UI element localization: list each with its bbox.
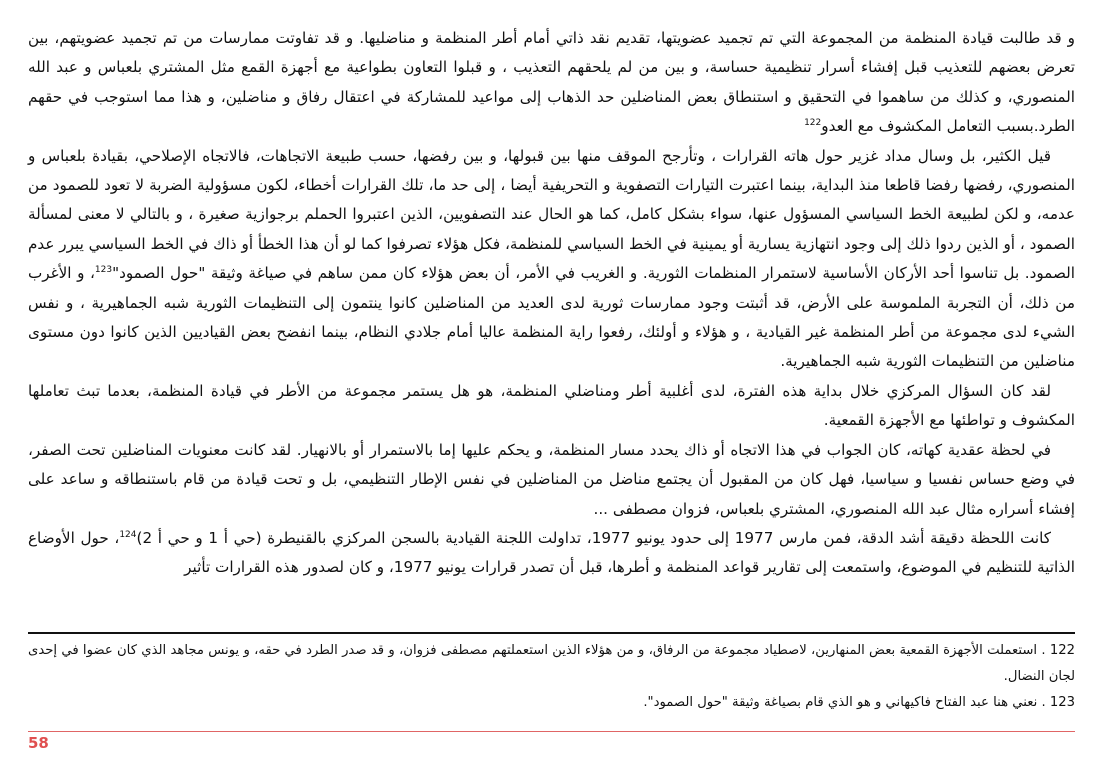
paragraph-text-continued: ، حول الأوضاع الذاتية للتنظيم في الموضوع، واستمعت إلى تقارير قواعد المنظمة و أطرها، قبل أن تصدر قرارات يونيو 1977، و كان لصدور هذه القرارات تأثير <box>28 528 1075 577</box>
main-text <box>28 24 1075 583</box>
page-number: 58 <box>28 734 49 752</box>
footnote-ref-122: 122 <box>804 118 822 129</box>
paragraph-1 <box>28 24 1075 142</box>
footnote-ref-123: 123 <box>94 265 113 276</box>
footnote-separator <box>28 632 1075 634</box>
paragraph-4 <box>28 436 1075 524</box>
paragraph-text: لقد كان السؤال المركزي خلال بداية هذه الفترة، لدى أغلبية أطر ومناضلي المنظمة، هو هل يستمر مجموعة من الأطر في قيادة المنظمة، بعدما تبث تعاملها المكشوف و تواطئها مع الأجهزة القمعية. <box>28 381 1075 430</box>
paragraph-text: قيل الكثير، بل وسال مداد غزير حول هاته القرارات ، وتأرجح الموقف منها بين قبولها، و بين رفضها، حسب طبيعة الاتجاهات، فالاتجاه الإصلاحي، بقيادة بلعباس و المنصوري، رفضها رفضا قاطعا منذ البداية، بينما اعتبرت التيارات التصفوية و التحريفية أيضا ، إلى حد ما، تلك القرارات أخطاء، لكون مسؤولية الضربة لا تعود للصمود من عدمه، و لكن لطبيعة الخط السياسي المسؤول عنها، سواء بشكل كامل، كما هو الحال عند التصفويين، الذين اعتبروا الحملم برجوازية صغيرة ، و بالتالي لا معنى لمسألة الصمود ، أو الذين ردوا ذلك إلى وجود انتهازية يسارية أو يمينية في الخط السياسي للمنظمة، فكل هؤلاء تصرفوا كما لو أن هذا الخطأ أو ذاك في الخط السياسي يبرر عدم الصمود. بل تناسوا أحد الأركان الأساسية لاستمرار المنظمات الثورية. و الغريب في الأمر، أن بعض هؤلاء كان ممن ساهم في صياغة وثيقة "حول الصمود" <box>28 146 1075 283</box>
document-page <box>28 24 1075 583</box>
footnotes <box>28 638 1075 716</box>
paragraph-2 <box>28 142 1075 377</box>
footnote-ref-124: 124 <box>119 529 137 540</box>
footer-rule <box>28 731 1075 732</box>
paragraph-5 <box>28 524 1075 583</box>
footnote-123: 123 . نعني هنا عبد الفتاح فاكيهاني و هو الذي قام بصياغة وثيقة "حول الصمود". <box>643 695 1075 710</box>
paragraph-text-continued: ، و الأغرب من ذلك، أن التجربة الملموسة على الأرض، قد أثبتت وجود ممارسات ثورية لدى العديد من المناضلين كانوا ينتمون إلى التنظيمات الثورية شبه الجماهيرية ، و نفس الشيء لدى مجموعة من أطر المنظمة غير القيادية ، و هؤلاء و أولئك، رفعوا راية المنظمة عاليا أمام جلادي النظام، بينما انفضح بعض القياديين الذين كانوا دون مستوى مناضلين من التنظيمات الثورية شبه الجماهيرية. <box>28 264 1075 371</box>
footnote-122: 122 . استعملت الأجهزة القمعية بعض المنهارين، لاصطياد مجموعة من الرفاق، و من هؤلاء الذين استعملتهم مصطفى فزوان، و قد صدر الطرد في حقه، و يونس مجاهد الذي كان عضوا في إحدى لجان النضال. <box>28 643 1075 684</box>
paragraph-text: في لحظة عقدية كهاته، كان الجواب في هذا الاتجاه أو ذاك يحدد مسار المنظمة، و يحكم عليها إما بالاستمرار أو بالانهيار. لقد كانت معنويات المناضلين تحت الصفر، في وضع حساس نفسيا و سياسيا، فهل كان من المقبول أن يجتمع مناضل من المناضلين في نفس الإطار التنظيمي، بل و تحت قيادة من قام باستنطاقه و ساعد على إفشاء أسراره مثال عبد الله المنصوري، المشتري بلعباس، فزوان مصطفى ... <box>28 440 1075 518</box>
paragraph-3 <box>28 377 1075 436</box>
paragraph-text: كانت اللحظة دقيقة أشد الدقة، فمن مارس 1977 إلى حدود يونيو 1977، تداولت اللجنة القيادية بالسجن المركزي بالقنيطرة (حي أ 1 و حي أ 2) <box>136 528 1052 547</box>
paragraph-text: و قد طالبت قيادة المنظمة من المجموعة التي تم تجميد عضويتها، تقديم نقد ذاتي أمام أطر المنظمة و مناضليها. و قد تفاوتت ممارسات من تم تجميد عضويتهم، بين تعرض بعضهم للتعذيب قبل إفشاء أسرار تنظيمية حساسة، و بين من لم يلحقهم التعذيب ، و قبلوا التعاون بطواعية مع أجهزة القمع مثل المشتري بلعباس و عبد الله المنصوري، و كذلك من ساهموا في التحقيق و استنطاق بعض المناضلين حد الذهاب إلى مواعيد للمشاركة في اعتقال رفاق و مناضلين، و هذا مما استوجب في حقهم الطرد.بسبب التعامل المكشوف مع العدو <box>28 29 1075 136</box>
